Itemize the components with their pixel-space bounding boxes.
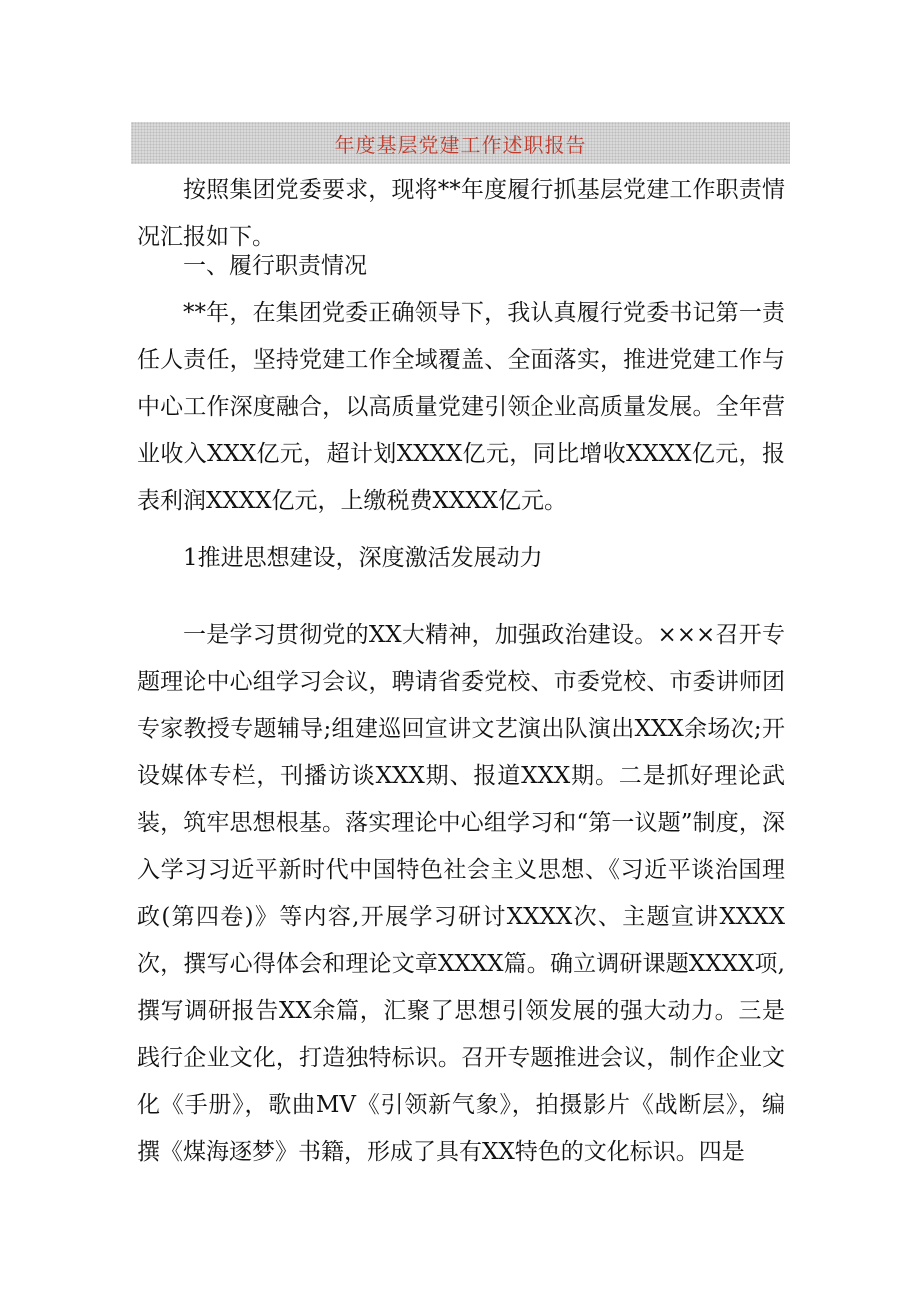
detail-paragraph-block [137, 612, 785, 1176]
subsection-heading-block [137, 535, 785, 582]
summary-paragraph: **年，在集团党委正确领导下，我认真履行党委书记第一责任人责任，坚持党建工作全域覆盖、全面落实，推进党建工作与中心工作深度融合，以高质量党建引领企业高质量发展。全年营业收入XXX亿元，超计划XXXX亿元，同比增收XXXX亿元，报表利润XXXX亿元，上缴税费XXXX亿元。 [137, 300, 785, 514]
summary-paragraph-block [137, 290, 785, 525]
detail-paragraph: 一是学习贯彻党的XX大精神，加强政治建设。×××召开专题理论中心组学习会议，聘请省委党校、市委党校、市委讲师团专家教授专题辅导;组建巡回宣讲文艺演出队演出XXX余场次;开设媒体专栏，刊播访谈XXX期、报道XXX期。二是抓好理论武装，筑牢思想根基。落实理论中心组学习和“第一议题”制度，深入学习习近平新时代中国特色社会主义思想、《习近平谈治国理政(第四卷)》等内容,开展学习研讨XXXX次、主题宣讲XXXX次，撰写心得体会和理论文章XXXX篇。确立调研课题XXXX项,撰写调研报告XX余篇，汇聚了思想引领发展的强大动力。三是践行企业文化，打造独特标识。召开专题推进会议，制作企业文化《手册》，歌曲MV《引领新气象》，拍摄影片《战断层》，编撰《煤海逐梦》书籍，形成了具有XX特色的文化标识。四是 [137, 622, 785, 1165]
title-banner [131, 122, 790, 164]
intro-paragraph: 按照集团党委要求，现将**年度履行抓基层党建工作职责情况汇报如下。 [137, 177, 785, 250]
document-title: 年度基层党建工作述职报告 [334, 132, 587, 157]
section-heading-block [137, 243, 785, 290]
subsection-heading: 1推进思想建设，深度激活发展动力 [183, 545, 543, 571]
section-heading: 一、履行职责情况 [183, 253, 367, 279]
